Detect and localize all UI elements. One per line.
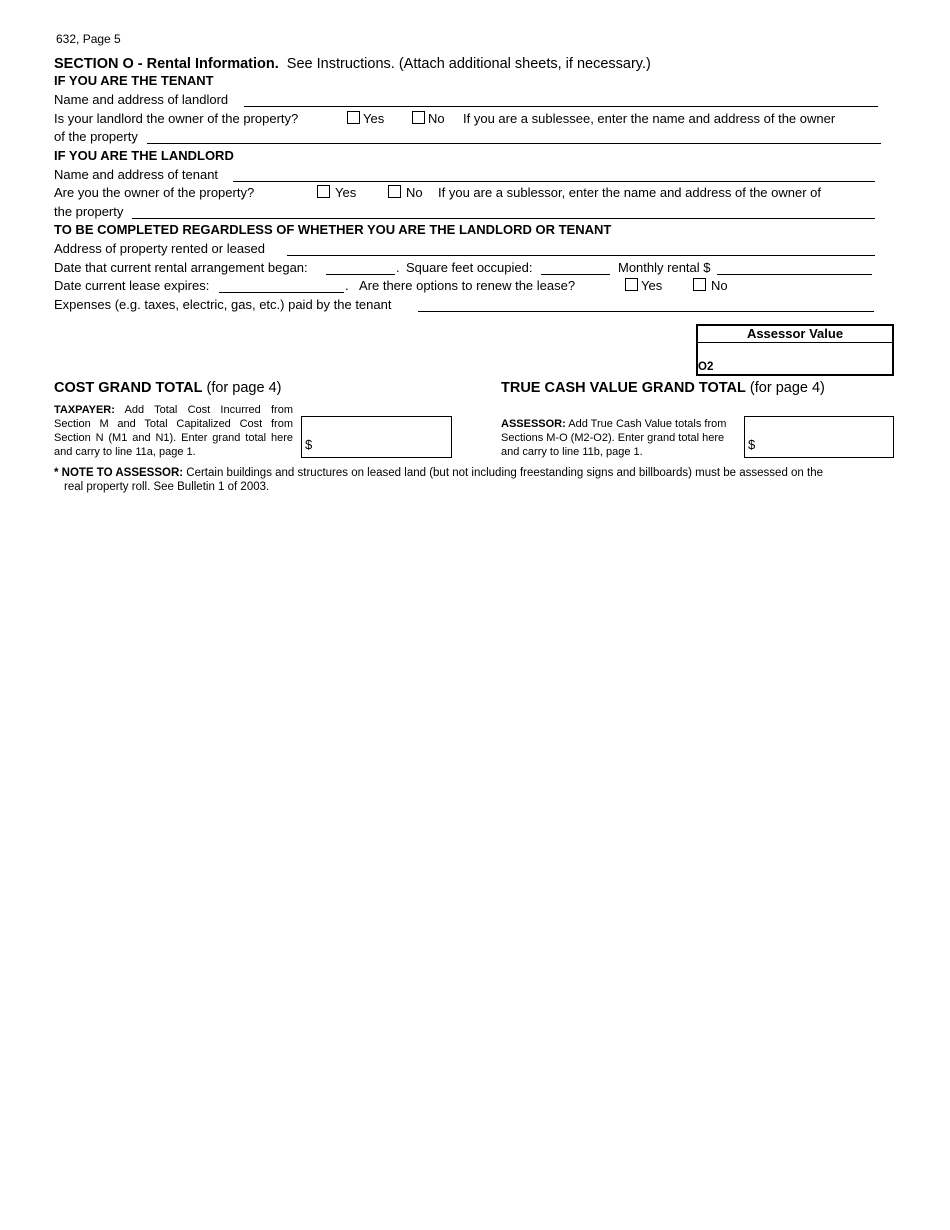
tenant-property-field[interactable] bbox=[147, 143, 881, 144]
sublessee-text: If you are a sublessee, enter the name and address of the owner bbox=[463, 111, 836, 126]
landlord-name-label: Name and address of landlord bbox=[54, 92, 229, 107]
cost-total-title bbox=[54, 380, 281, 397]
section-subtitle: See Instructions. (Attach additional sheets, if necessary.) bbox=[286, 56, 651, 72]
sqft-field[interactable] bbox=[541, 274, 610, 275]
period-dot: . bbox=[345, 278, 349, 293]
yes-label: Yes bbox=[335, 185, 357, 200]
landlord-property-label: the property bbox=[54, 204, 124, 219]
landlord-heading: IF YOU ARE THE LANDLORD bbox=[54, 148, 234, 163]
tenant-name-field[interactable] bbox=[233, 181, 875, 182]
landlord-owner-question: Are you the owner of the property? bbox=[54, 185, 255, 200]
landlord-name-field[interactable] bbox=[244, 106, 878, 107]
renew-yes[interactable] bbox=[625, 278, 662, 294]
tcv-total-text: Add True Cash Value totals from Sections M-O (M2-O2). Enter grand total here and carry to line 11b, page 1. bbox=[501, 418, 727, 458]
landlord-property-field[interactable] bbox=[132, 218, 875, 219]
tenant-owner-yes[interactable] bbox=[347, 111, 384, 127]
no-label: No bbox=[428, 111, 445, 126]
tenant-owner-no[interactable] bbox=[412, 111, 445, 127]
assessor-note bbox=[54, 467, 823, 480]
cost-total-title-normal: (for page 4) bbox=[206, 380, 282, 396]
expenses-field[interactable] bbox=[418, 311, 874, 312]
expires-field[interactable] bbox=[219, 292, 344, 293]
tcv-total-input[interactable] bbox=[744, 416, 894, 458]
landlord-owner-yes[interactable] bbox=[317, 185, 356, 201]
date-began-label: Date that current rental arrangement began: bbox=[54, 260, 308, 275]
address-field[interactable] bbox=[287, 255, 875, 256]
tcv-total-instructions bbox=[501, 417, 730, 459]
no-label: No bbox=[711, 278, 728, 293]
yes-label: Yes bbox=[641, 278, 663, 293]
address-label: Address of property rented or leased bbox=[54, 241, 266, 256]
assessor-line-code: O2 bbox=[698, 361, 714, 373]
tenant-property-label: of the property bbox=[54, 129, 138, 144]
tenant-heading: IF YOU ARE THE TENANT bbox=[54, 73, 214, 88]
expires-label: Date current lease expires: bbox=[54, 278, 210, 293]
assessor-lead: ASSESSOR: bbox=[501, 418, 566, 430]
common-heading: TO BE COMPLETED REGARDLESS OF WHETHER YOU ARE THE LANDLORD OR TENANT bbox=[54, 222, 612, 237]
dollar-sign: $ bbox=[305, 437, 313, 452]
tenant-name-label: Name and address of tenant bbox=[54, 167, 219, 182]
section-title bbox=[54, 56, 651, 73]
taxpayer-lead: TAXPAYER: bbox=[54, 404, 115, 416]
assessor-value-input[interactable] bbox=[722, 344, 892, 374]
assessor-note-line2: real property roll. See Bulletin 1 of 2003. bbox=[64, 481, 270, 493]
yes-checkbox[interactable] bbox=[347, 111, 360, 124]
cost-total-title-bold: COST GRAND TOTAL bbox=[54, 380, 203, 396]
tcv-total-title-bold: TRUE CASH VALUE GRAND TOTAL bbox=[501, 380, 746, 396]
yes-label: Yes bbox=[363, 111, 385, 126]
assessor-value-box bbox=[696, 324, 894, 376]
expenses-label: Expenses (e.g. taxes, electric, gas, etc.) paid by the tenant bbox=[54, 297, 392, 312]
renew-no[interactable] bbox=[693, 278, 728, 294]
no-checkbox[interactable] bbox=[388, 185, 401, 198]
note-lead: * NOTE TO ASSESSOR: bbox=[54, 467, 184, 479]
cost-total-text: Add Total Cost Incurred from Section M and Total Capitalized Cost from Section N (M1 and N1). Enter grand total here and carry to line 11a, page 1. bbox=[54, 404, 294, 458]
note-text: Certain buildings and structures on leased land (but not including freestanding signs and billboards) must be assessed on the bbox=[186, 467, 824, 479]
date-began-field[interactable] bbox=[326, 274, 395, 275]
yes-checkbox[interactable] bbox=[625, 278, 638, 291]
tcv-total-title-normal: (for page 4) bbox=[749, 380, 825, 396]
section-title-bold: SECTION O - Rental Information. bbox=[54, 56, 279, 72]
renew-question: Are there options to renew the lease? bbox=[359, 278, 576, 293]
no-checkbox[interactable] bbox=[412, 111, 425, 124]
monthly-rental-label: Monthly rental $ bbox=[618, 260, 711, 275]
cost-total-instructions bbox=[54, 403, 293, 459]
assessor-value-heading: Assessor Value bbox=[698, 326, 892, 343]
yes-checkbox[interactable] bbox=[317, 185, 330, 198]
no-label: No bbox=[406, 185, 423, 200]
tenant-owner-question: Is your landlord the owner of the property? bbox=[54, 111, 299, 126]
landlord-owner-no[interactable] bbox=[388, 185, 423, 201]
page-header: 632, Page 5 bbox=[56, 32, 121, 46]
sublessor-text: If you are a sublessor, enter the name and address of the owner of bbox=[438, 185, 822, 200]
sqft-label: Square feet occupied: bbox=[406, 260, 533, 275]
dollar-sign: $ bbox=[748, 437, 756, 452]
cost-total-input[interactable] bbox=[301, 416, 452, 458]
monthly-rental-field[interactable] bbox=[717, 274, 872, 275]
tcv-total-title bbox=[501, 380, 825, 397]
period-dot: . bbox=[396, 260, 400, 275]
no-checkbox[interactable] bbox=[693, 278, 706, 291]
